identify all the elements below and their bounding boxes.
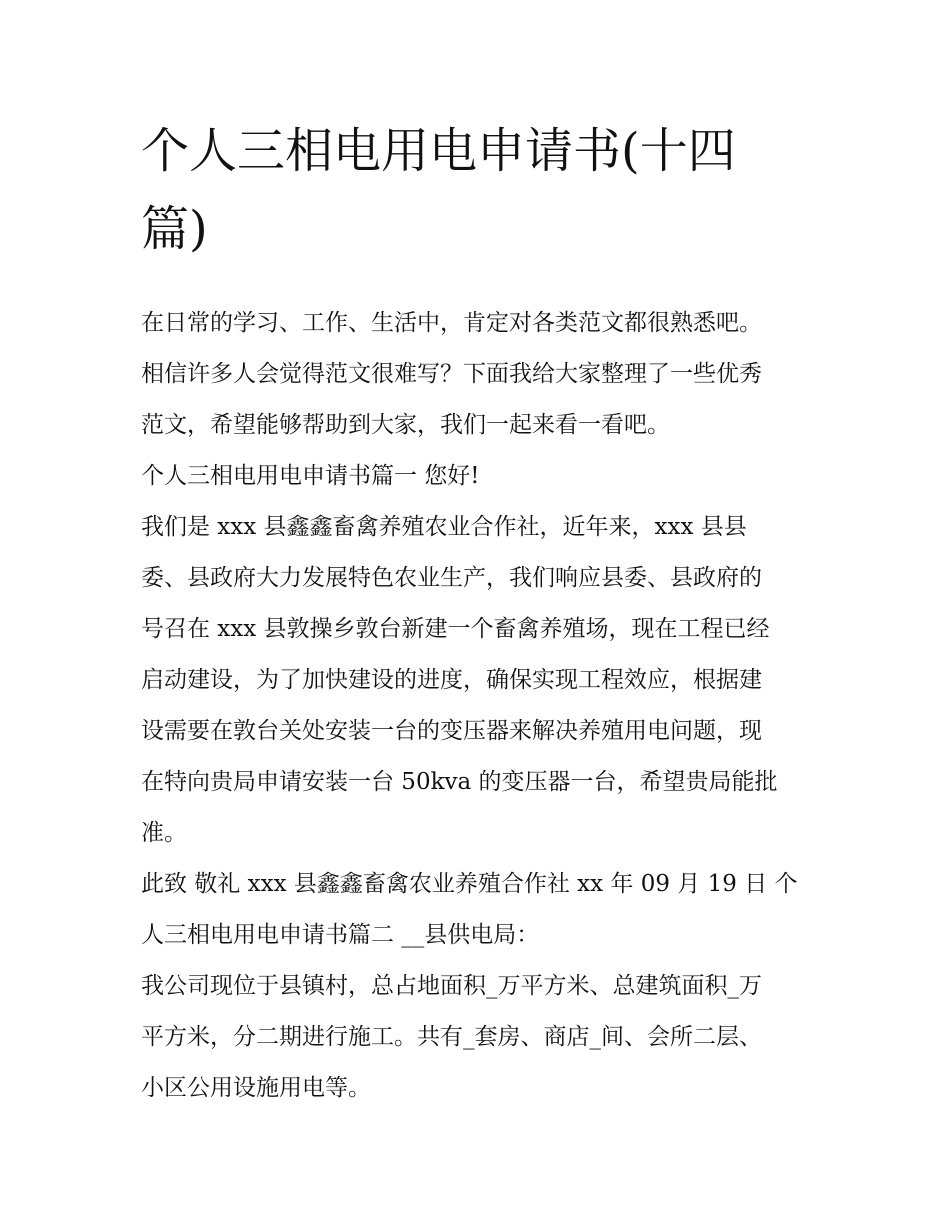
document-content bbox=[141, 112, 821, 1114]
text-line: 此致 敬礼 xxx 县鑫鑫畜禽农业养殖合作社 xx 年 09 月 19 日 个 bbox=[141, 871, 798, 897]
text-line: 人三相电用电申请书篇二 __县供电局： bbox=[141, 922, 540, 948]
text-line: 启动建设，为了加快建设的进度，确保实现工程效应，根据建 bbox=[141, 667, 762, 693]
text-line: 设需要在敦台关处安装一台的变压器来解决养殖用电问题，现 bbox=[141, 718, 762, 744]
text-line: 小区公用设施用电等。 bbox=[141, 1075, 371, 1101]
title-line-1: 个人三相电用电申请书(十四 bbox=[141, 123, 736, 179]
text-line: 在特向贵局申请安装一台 50kva 的变压器一台，希望贵局能批 bbox=[141, 769, 778, 795]
text-line: 范文，希望能够帮助到大家，我们一起来看一看吧。 bbox=[141, 412, 670, 438]
text-line: 平方米，分二期进行施工。共有_套房、商店_间、会所二层、 bbox=[141, 1024, 762, 1050]
text-line: 委、县政府大力发展特色农业生产，我们响应县委、县政府的 bbox=[141, 565, 762, 591]
section-one-body bbox=[141, 502, 821, 859]
text-line: 个人三相电用电申请书篇一 您好! bbox=[141, 463, 480, 489]
section-one-heading bbox=[141, 451, 821, 502]
title-line-2: 篇) bbox=[141, 201, 208, 257]
text-line: 号召在 xxx 县敦操乡敦台新建一个畜禽养殖场，现在工程已经 bbox=[141, 616, 770, 642]
text-line: 准。 bbox=[141, 820, 187, 846]
text-line: 我公司现位于县镇村，总占地面积_万平方米、总建筑面积_万 bbox=[141, 973, 762, 999]
document-title bbox=[141, 112, 821, 268]
text-line: 我们是 xxx 县鑫鑫畜禽养殖农业合作社，近年来，xxx 县县 bbox=[141, 514, 747, 540]
closing-and-section-two-heading bbox=[141, 859, 821, 961]
section-two-body bbox=[141, 961, 821, 1114]
intro-paragraph bbox=[141, 298, 821, 451]
text-line: 在日常的学习、工作、生活中，肯定对各类范文都很熟悉吧。 bbox=[141, 310, 762, 336]
text-line: 相信许多人会觉得范文很难写？下面我给大家整理了一些优秀 bbox=[141, 361, 762, 387]
